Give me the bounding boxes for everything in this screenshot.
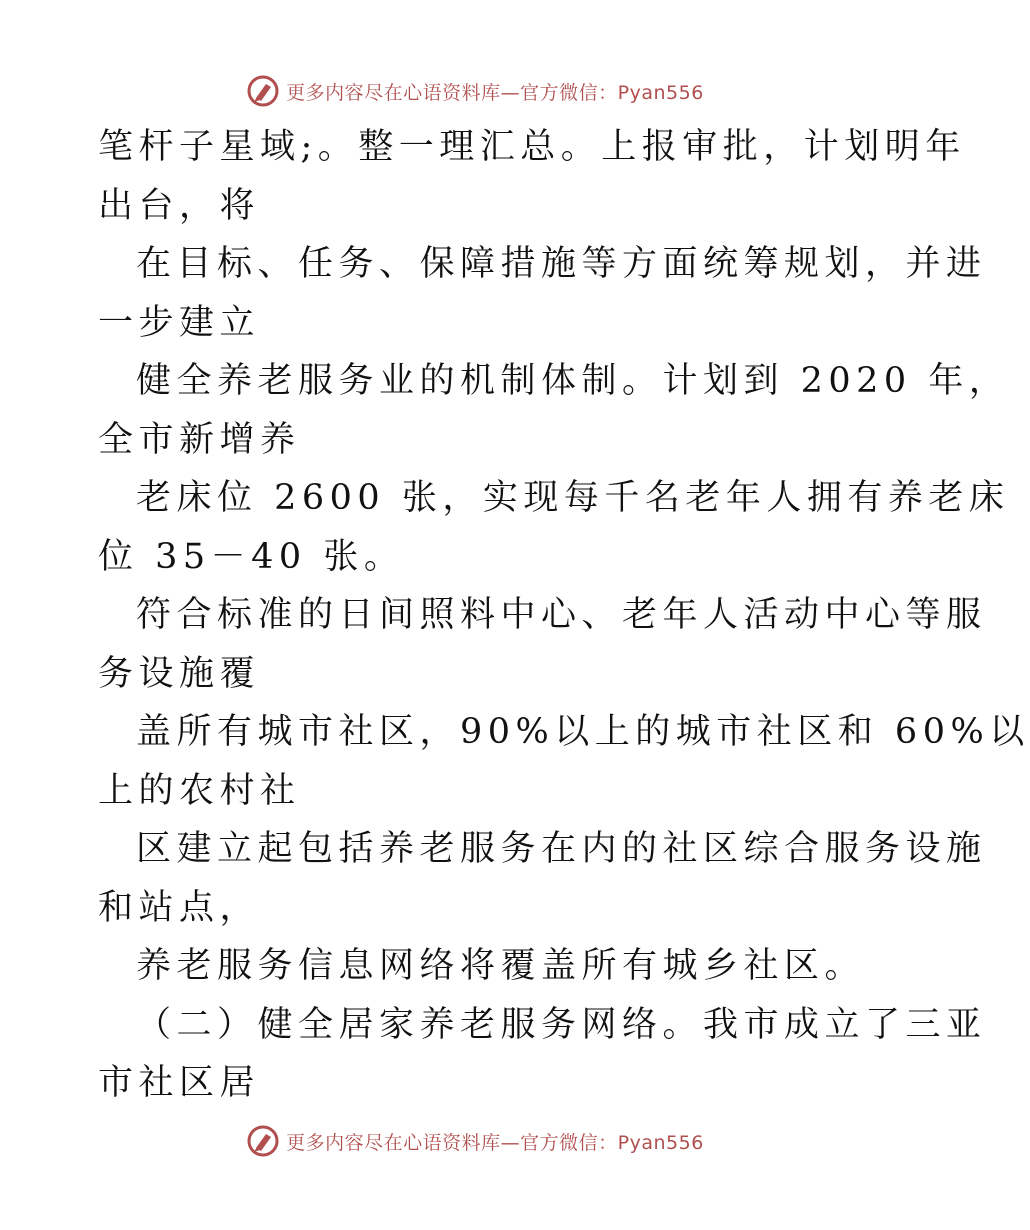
header-banner xyxy=(0,71,950,111)
body-line: 养老服务信息网络将覆盖所有城乡社区。 xyxy=(136,946,866,986)
body-line: 出台，将 xyxy=(98,185,261,226)
body-line: 符合标准的日间照料中心、老年人活动中心等服 xyxy=(136,595,987,635)
body-line: 在目标、任务、保障措施等方面统筹规划，并进 xyxy=(136,244,987,284)
body-line: 市社区居 xyxy=(98,1063,261,1103)
body-line: 务设施覆 xyxy=(98,653,261,694)
footer-banner-text: 更多内容尽在心语资料库—官方微信：Pyan556 xyxy=(286,1131,704,1154)
document-body xyxy=(98,118,1030,1113)
pen-nib-circle-icon xyxy=(246,74,280,108)
header-banner-text: 更多内容尽在心语资料库—官方微信：Pyan556 xyxy=(286,81,704,104)
body-line: 盖所有城市社区，90%以上的城市社区和 60%以 xyxy=(136,712,1030,752)
body-line: 上的农村社 xyxy=(98,770,301,811)
body-line: 笔杆子星域;。整一理汇总。上报审批，计划明年 xyxy=(98,127,966,167)
body-line: （二）健全居家养老服务网络。我市成立了三亚 xyxy=(136,1004,987,1045)
pen-nib-circle-icon xyxy=(246,1124,280,1158)
body-line: 健全养老服务业的机制体制。计划到 2020 年， xyxy=(136,361,1010,401)
body-line: 全市新增养 xyxy=(98,419,301,460)
body-line: 位 35－40 张。 xyxy=(98,536,405,577)
body-line: 和站点， xyxy=(98,887,261,928)
footer-banner xyxy=(0,1121,950,1161)
body-line: 区建立起包括养老服务在内的社区综合服务设施 xyxy=(136,829,987,869)
body-line: 老床位 2600 张，实现每千名老年人拥有养老床 xyxy=(136,478,1010,518)
body-line: 一步建立 xyxy=(98,302,261,343)
